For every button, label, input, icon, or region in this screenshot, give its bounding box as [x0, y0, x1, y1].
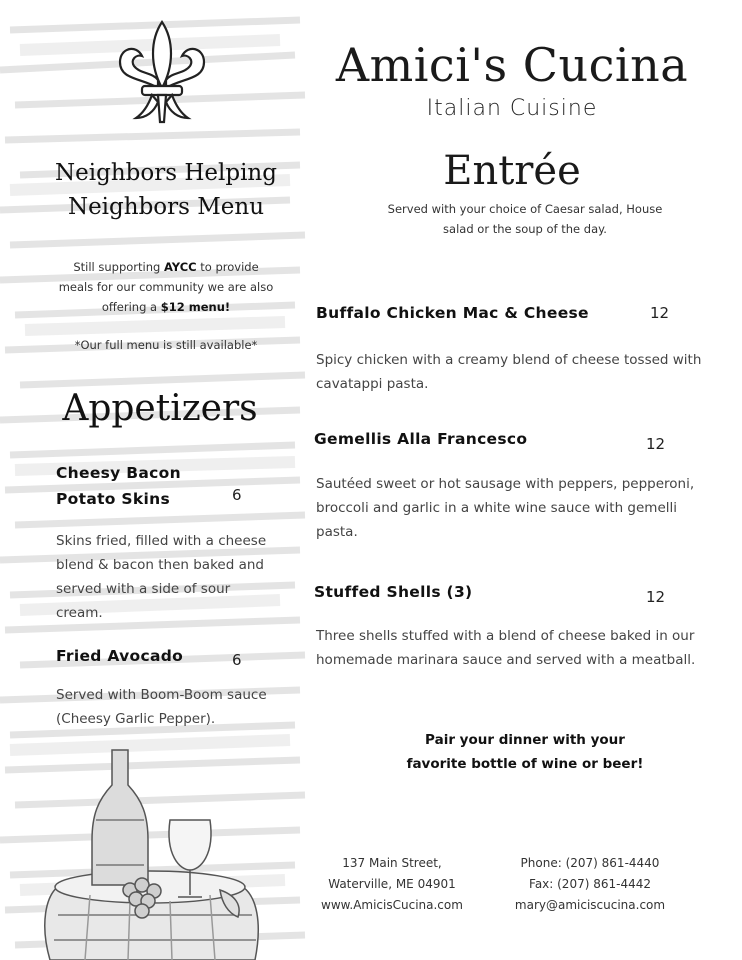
- desc-line: Skins fried, filled with a cheese: [56, 533, 267, 549]
- pairing-note: [380, 728, 670, 776]
- entree-price: 12: [650, 304, 670, 322]
- appetizer-name-line1: Cheesy Bacon: [56, 464, 181, 482]
- desc-line: Sautéed sweet or hot sausage with peppers, pepperoni,: [316, 476, 695, 492]
- desc-line: homemade marinara sauce and served with a meatball.: [316, 652, 696, 668]
- appetizer-description: [56, 529, 286, 625]
- appetizer-name: [56, 460, 181, 512]
- desc-line: pasta.: [316, 524, 358, 540]
- address-line1: 137 Main Street,: [342, 856, 442, 870]
- entree-name: Stuffed Shells (3): [314, 583, 473, 601]
- desc-line: (Cheesy Garlic Pepper).: [56, 711, 216, 727]
- phone-number[interactable]: Phone: (207) 861-4440: [520, 856, 660, 870]
- desc-line: broccoli and garlic in a white wine sauce with gemelli: [316, 500, 678, 516]
- desc-line: cream.: [56, 605, 103, 621]
- entree-note-line2: salad or the soup of the day.: [443, 222, 607, 236]
- desc-line: Served with Boom-Boom sauce: [56, 687, 267, 703]
- appetizer-description: [56, 683, 286, 731]
- pairing-note-line1: Pair your dinner with your: [425, 732, 625, 748]
- entree-note-line1: Served with your choice of Caesar salad, House: [387, 202, 663, 216]
- desc-line: blend & bacon then baked and: [56, 557, 264, 573]
- entree-description: [316, 472, 716, 544]
- entree-name: Gemellis Alla Francesco: [314, 430, 528, 448]
- address-block: [312, 853, 472, 916]
- contact-block: [500, 853, 680, 916]
- support-note-mid: to provide meals for our community we are also offering a: [58, 260, 274, 314]
- entree-note: [370, 199, 680, 239]
- desc-line: served with a side of sour: [56, 581, 231, 597]
- pairing-note-line2: favorite bottle of wine or beer!: [406, 756, 644, 772]
- wine-barrel-illustration: [30, 745, 280, 960]
- website-link[interactable]: www.AmicisCucina.com: [321, 898, 463, 912]
- entree-name: Buffalo Chicken Mac & Cheese: [316, 304, 589, 322]
- fax-number: Fax: (207) 861-4442: [529, 877, 651, 891]
- desc-line: Three shells stuffed with a blend of cheese baked in our: [316, 628, 695, 644]
- support-menu-price: $12 menu!: [160, 300, 231, 314]
- entree-heading: Entrée: [443, 148, 581, 194]
- fleur-de-lis-icon: [112, 18, 212, 128]
- special-menu-title: [36, 156, 296, 224]
- special-menu-title-line1: Neighbors Helping: [55, 160, 277, 186]
- entree-price: 12: [646, 435, 666, 453]
- desc-line: Spicy chicken with a creamy blend of cheese tossed with: [316, 352, 702, 368]
- support-note-pre: Still supporting: [73, 260, 164, 274]
- appetizer-price: 6: [232, 651, 242, 669]
- appetizer-price: 6: [232, 486, 242, 504]
- full-menu-note: *Our full menu is still available*: [74, 338, 258, 352]
- special-menu-title-line2: Neighbors Menu: [67, 194, 265, 220]
- appetizer-name-line2: Potato Skins: [56, 490, 170, 508]
- support-note: [56, 257, 276, 317]
- address-line2: Waterville, ME 04901: [328, 877, 456, 891]
- entree-description: [316, 348, 716, 396]
- entree-price: 12: [646, 588, 666, 606]
- appetizers-heading: Appetizers: [62, 388, 258, 429]
- desc-line: cavatappi pasta.: [316, 376, 429, 392]
- entree-description: [316, 624, 716, 672]
- appetizer-name: Fried Avocado: [56, 647, 184, 665]
- email-link[interactable]: mary@amiciscucina.com: [514, 898, 666, 912]
- restaurant-subtitle: Italian Cuisine: [426, 96, 598, 121]
- restaurant-name: Amici's Cucina: [335, 38, 689, 92]
- support-org: AYCC: [164, 260, 197, 274]
